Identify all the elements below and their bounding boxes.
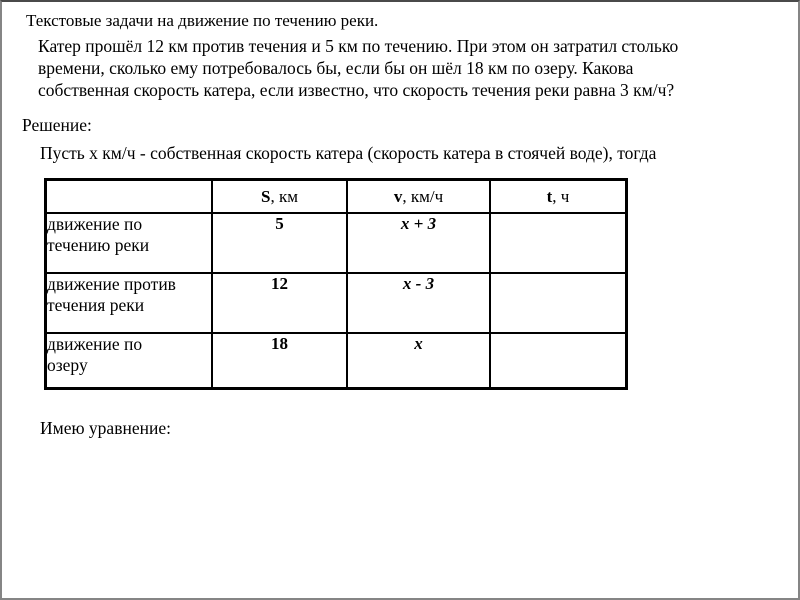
table-header-row [46,180,627,214]
problem-text [38,35,678,101]
header-time-cell [490,180,627,214]
problem-line-1: Катер прошёл 12 км против течения и 5 км по течению. При этом он затратил столько [38,36,679,56]
equation-label: Имею уравнение: [40,418,171,438]
distance-value: 12 [212,273,347,333]
distance-value: 5 [212,213,347,273]
row-label [46,333,213,389]
time-value-empty [490,273,627,333]
time-value-empty [490,333,627,389]
distance-value: 18 [212,333,347,389]
problem-line-2: времени, сколько ему потребовалось бы, если бы он шёл 18 км по озеру. Какова [38,58,634,78]
problem-line-3: собственная скорость катера, если известно, что скорость течения реки равна 3 км/ч? [38,80,675,100]
row-label-line-2: озеру [47,355,88,375]
row-label-line-2: течению реки [47,235,150,255]
header-distance-cell [212,180,347,214]
table-row-lake [46,333,627,389]
row-label-line-1: движение по [47,334,143,354]
table-row-downstream [46,213,627,273]
row-label [46,213,213,273]
table-row-upstream [46,273,627,333]
header-speed-cell [347,180,490,214]
speed-expression: x + 3 [347,213,490,273]
motion-table [44,178,628,390]
distance-unit: , км [270,186,298,206]
distance-symbol: S [261,186,271,206]
time-unit: , ч [552,186,570,206]
header-empty-cell [46,180,213,214]
page-title: Текстовые задачи на движение по течению реки. [26,11,379,30]
row-label-line-1: движение против [47,274,176,294]
row-label-line-1: движение по [47,214,143,234]
time-value-empty [490,213,627,273]
solution-label: Решение: [22,115,92,135]
time-symbol: t [546,186,553,206]
speed-expression: x [347,333,490,389]
speed-unit: , км/ч [402,186,444,206]
row-label [46,273,213,333]
speed-symbol: v [393,186,403,206]
assumption-text: Пусть x км/ч - собственная скорость катера (скорость катера в стоячей воде), тогда [40,143,657,163]
row-label-line-2: течения реки [47,295,145,315]
speed-expression: x - 3 [347,273,490,333]
